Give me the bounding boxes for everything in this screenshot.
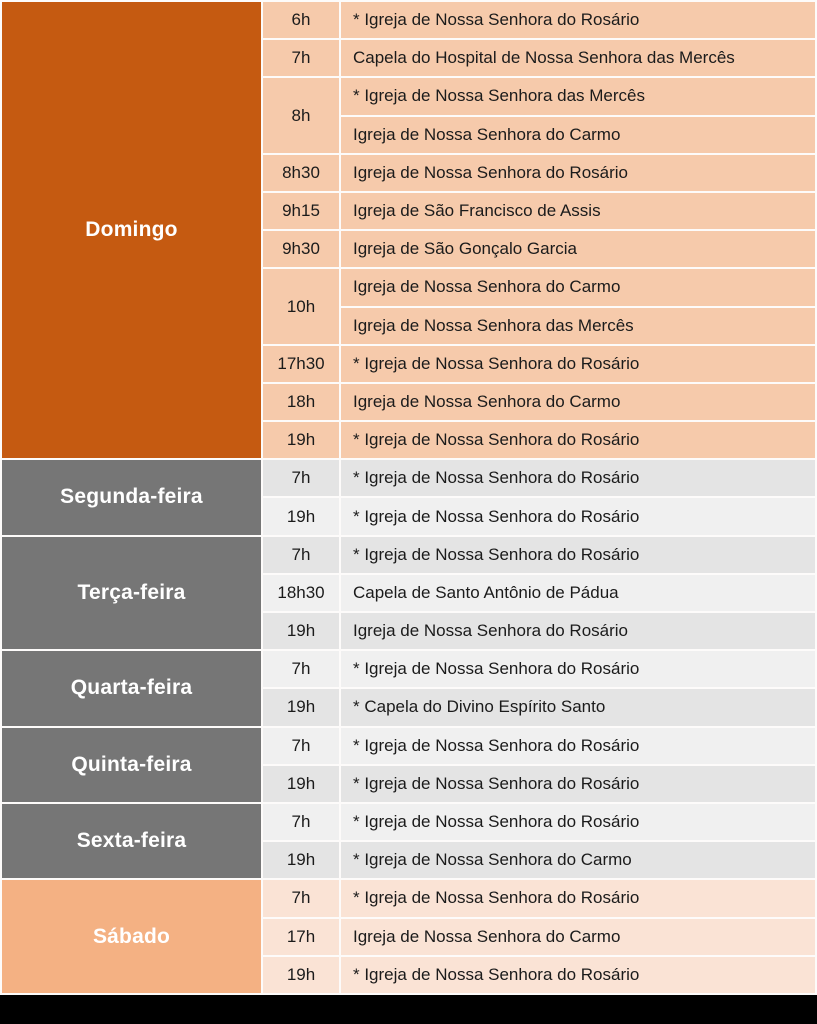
time-cell: 7h	[263, 40, 339, 76]
footer-bar	[0, 995, 817, 1024]
church-cell: * Igreja de Nossa Senhora do Rosário	[341, 766, 815, 802]
church-cell: Igreja de São Gonçalo Garcia	[341, 231, 815, 267]
church-cell: * Igreja de Nossa Senhora do Rosário	[341, 880, 815, 916]
church-cell: Capela de Santo Antônio de Pádua	[341, 575, 815, 611]
church-cell: * Igreja de Nossa Senhora das Mercês	[341, 78, 815, 114]
time-cell: 6h	[263, 2, 339, 38]
time-cell: 17h	[263, 919, 339, 955]
church-cell: Igreja de Nossa Senhora do Rosário	[341, 613, 815, 649]
church-cell: * Igreja de Nossa Senhora do Rosário	[341, 957, 815, 993]
time-cell: 19h	[263, 613, 339, 649]
time-cell: 17h30	[263, 346, 339, 382]
schedule-row	[2, 880, 815, 916]
church-cell: * Igreja de Nossa Senhora do Rosário	[341, 498, 815, 534]
schedule-row	[2, 537, 815, 573]
time-cell: 7h	[263, 460, 339, 496]
day-header-sabado: Sábado	[2, 880, 261, 993]
time-cell: 10h	[263, 269, 339, 343]
church-cell: Igreja de Nossa Senhora do Carmo	[341, 269, 815, 305]
time-cell: 18h30	[263, 575, 339, 611]
church-cell: Igreja de São Francisco de Assis	[341, 193, 815, 229]
time-cell: 19h	[263, 689, 339, 725]
church-cell: * Igreja de Nossa Senhora do Rosário	[341, 346, 815, 382]
time-cell: 7h	[263, 804, 339, 840]
time-cell: 7h	[263, 537, 339, 573]
time-cell: 19h	[263, 957, 339, 993]
time-cell: 7h	[263, 651, 339, 687]
time-cell: 18h	[263, 384, 339, 420]
church-cell: Igreja de Nossa Senhora do Carmo	[341, 117, 815, 153]
schedule-row	[2, 728, 815, 764]
church-cell: Capela do Hospital de Nossa Senhora das Mercês	[341, 40, 815, 76]
church-cell: * Igreja de Nossa Senhora do Rosário	[341, 804, 815, 840]
day-header-segunda-feira: Segunda-feira	[2, 460, 261, 534]
church-cell: Igreja de Nossa Senhora do Rosário	[341, 155, 815, 191]
church-cell: Igreja de Nossa Senhora das Mercês	[341, 308, 815, 344]
time-cell: 19h	[263, 842, 339, 878]
schedule-row	[2, 651, 815, 687]
day-header-sexta-feira: Sexta-feira	[2, 804, 261, 878]
time-cell: 9h30	[263, 231, 339, 267]
church-cell: * Igreja de Nossa Senhora do Rosário	[341, 728, 815, 764]
church-cell: * Igreja de Nossa Senhora do Rosário	[341, 651, 815, 687]
church-cell: * Igreja de Nossa Senhora do Rosário	[341, 422, 815, 458]
church-cell: Igreja de Nossa Senhora do Carmo	[341, 919, 815, 955]
time-cell: 9h15	[263, 193, 339, 229]
day-header-quinta-feira: Quinta-feira	[2, 728, 261, 802]
time-cell: 7h	[263, 728, 339, 764]
church-cell: * Igreja de Nossa Senhora do Carmo	[341, 842, 815, 878]
time-cell: 8h	[263, 78, 339, 152]
time-cell: 8h30	[263, 155, 339, 191]
day-header-terca-feira: Terça-feira	[2, 537, 261, 650]
church-cell: * Igreja de Nossa Senhora do Rosário	[341, 460, 815, 496]
church-cell: * Capela do Divino Espírito Santo	[341, 689, 815, 725]
schedule-row	[2, 2, 815, 38]
schedule-row	[2, 804, 815, 840]
church-cell: * Igreja de Nossa Senhora do Rosário	[341, 2, 815, 38]
time-cell: 19h	[263, 498, 339, 534]
day-header-domingo: Domingo	[2, 2, 261, 458]
time-cell: 19h	[263, 766, 339, 802]
time-cell: 7h	[263, 880, 339, 916]
schedule-table-body	[2, 2, 815, 993]
church-cell: Igreja de Nossa Senhora do Carmo	[341, 384, 815, 420]
schedule-row	[2, 460, 815, 496]
time-cell: 19h	[263, 422, 339, 458]
church-cell: * Igreja de Nossa Senhora do Rosário	[341, 537, 815, 573]
day-header-quarta-feira: Quarta-feira	[2, 651, 261, 725]
